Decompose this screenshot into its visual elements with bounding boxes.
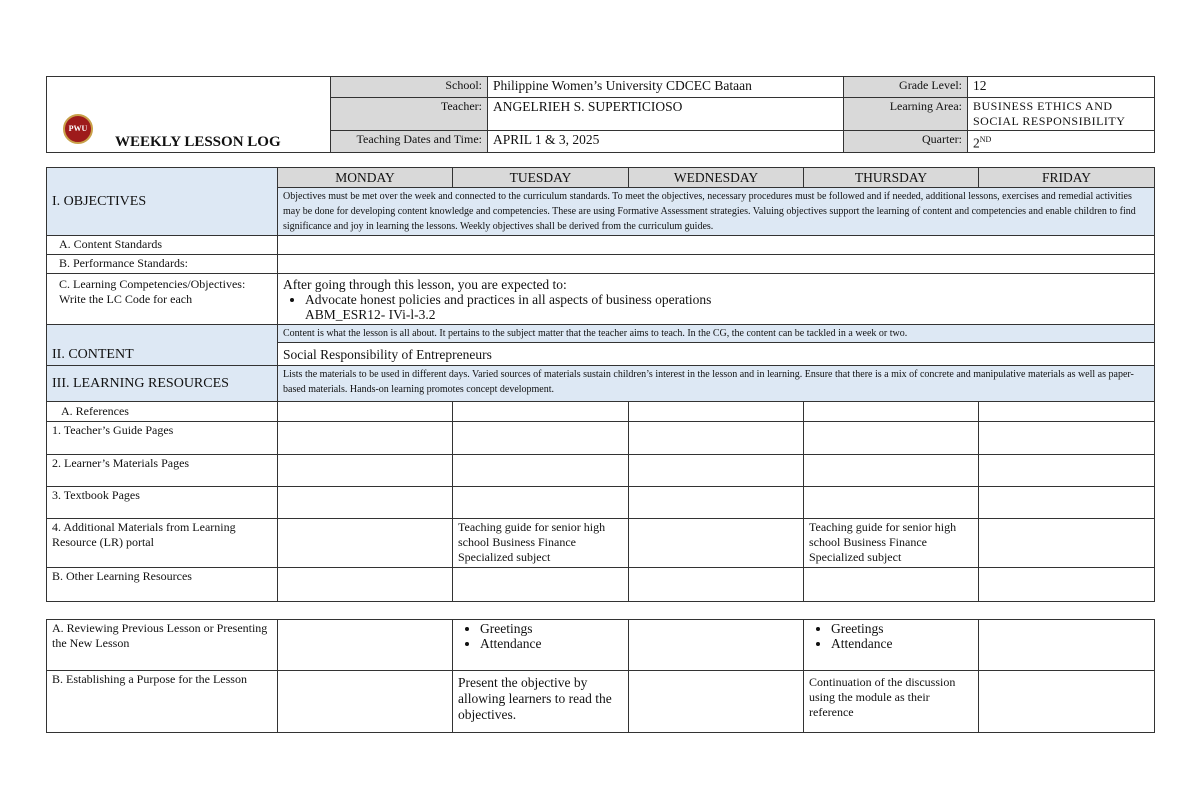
- cell: [629, 620, 804, 671]
- quarter-label: Quarter:: [844, 131, 968, 153]
- cell: [278, 620, 453, 671]
- logo-text: PWU: [68, 124, 88, 133]
- day-friday: FRIDAY: [979, 168, 1155, 188]
- area-value: BUSINESS ETHICS AND SOCIAL RESPONSIBILITY: [968, 98, 1155, 131]
- grade-label: Grade Level:: [844, 77, 968, 98]
- performance-standards-value: [278, 255, 1155, 274]
- cell: [278, 487, 453, 519]
- cell: [804, 455, 979, 487]
- cell: [804, 568, 979, 602]
- competencies-intro: After going through this lesson, you are expected to:: [283, 277, 567, 292]
- list-item: • Greetings: [831, 621, 973, 636]
- cell: [979, 519, 1155, 568]
- other-resources-label: B. Other Learning Resources: [47, 568, 278, 602]
- cell: [979, 422, 1155, 455]
- cell: [629, 568, 804, 602]
- cell: [453, 568, 629, 602]
- cell: [804, 402, 979, 422]
- cell: [629, 422, 804, 455]
- list-item: • Attendance: [831, 636, 973, 651]
- teachers-guide-label: 1. Teacher’s Guide Pages: [47, 422, 278, 455]
- content-standards-label: A. Content Standards: [47, 236, 278, 255]
- objectives-note: Objectives must be met over the week and connected to the curriculum standards. To meet the objectives, necessary procedures must be followed and if needed, additional lessons, exercises and remedial activities may be done for developing content knowledge and competencies. These are using Formative Assessment strategies. Valuing objectives support the learning of content and competencies and enable children to find significance and joy in learning the lessons. Weekly objectives shall be derived from the curriculum guides.: [278, 188, 1155, 236]
- area-label: Learning Area:: [844, 98, 968, 131]
- reviewing-thursday: [804, 620, 979, 671]
- dates-label: Teaching Dates and Time:: [331, 131, 488, 153]
- teacher-value: ANGELRIEH S. SUPERTICIOSO: [488, 98, 844, 131]
- cell: [979, 671, 1155, 733]
- cell: [804, 422, 979, 455]
- title-cell: [47, 77, 331, 153]
- additional-thursday: Teaching guide for senior high school Business Finance Specialized subject: [804, 519, 979, 568]
- day-monday: MONDAY: [278, 168, 453, 188]
- cell: [804, 487, 979, 519]
- content-heading: II. CONTENT: [47, 325, 278, 366]
- school-value: Philippine Women’s University CDCEC Bataan: [488, 77, 844, 98]
- cell: [629, 487, 804, 519]
- school-logo: [63, 114, 93, 144]
- content-standards-value: [278, 236, 1155, 255]
- day-tuesday: TUESDAY: [453, 168, 629, 188]
- header-table: [46, 76, 1155, 153]
- cell: [278, 402, 453, 422]
- lesson-table: [46, 167, 1155, 602]
- content-note: Content is what the lesson is all about. It pertains to the subject matter that the teacher aims to teach. In the CG, the content can be tackled in a week or two.: [278, 325, 1155, 343]
- cell: [629, 519, 804, 568]
- cell: [453, 402, 629, 422]
- cell: [979, 455, 1155, 487]
- reviewing-tuesday: [453, 620, 629, 671]
- quarter-suffix: ND: [979, 135, 992, 144]
- resources-note: Lists the materials to be used in different days. Varied sources of materials sustain children’s interest in the lesson and in learning. Ensure that there is a mix of concrete and manipulative materials as well as paper-based materials. Hands-on learning promotes concept development.: [278, 366, 1155, 402]
- lc-code: ABM_ESR12- IVi-l-3.2: [305, 307, 436, 322]
- competencies-value: [278, 274, 1155, 325]
- cell: [278, 671, 453, 733]
- cell: [629, 455, 804, 487]
- procedures-table: [46, 619, 1155, 733]
- references-label: A. References: [47, 402, 278, 422]
- cell: [629, 402, 804, 422]
- cell: [278, 422, 453, 455]
- grade-value: 12: [968, 77, 1155, 98]
- performance-standards-label: B. Performance Standards:: [47, 255, 278, 274]
- purpose-thursday: Continuation of the discussion using the module as their reference: [804, 671, 979, 733]
- cell: [453, 487, 629, 519]
- quarter-value: [968, 131, 1155, 153]
- competency-item: • Advocate honest policies and practices in all aspects of business operations: [305, 292, 1149, 307]
- resources-heading: III. LEARNING RESOURCES: [47, 366, 278, 402]
- additional-tuesday: Teaching guide for senior high school Business Finance Specialized subject: [453, 519, 629, 568]
- cell: [278, 455, 453, 487]
- content-value: Social Responsibility of Entrepreneurs: [278, 343, 1155, 366]
- objectives-heading: I. OBJECTIVES: [47, 168, 278, 236]
- textbook-label: 3. Textbook Pages: [47, 487, 278, 519]
- day-wednesday: WEDNESDAY: [629, 168, 804, 188]
- competencies-label: C. Learning Competencies/Objectives: Write the LC Code for each: [47, 274, 278, 325]
- purpose-tuesday: Present the objective by allowing learners to read the objectives.: [453, 671, 629, 733]
- cell: [629, 671, 804, 733]
- document-title: WEEKLY LESSON LOG: [115, 133, 281, 150]
- cell: [979, 620, 1155, 671]
- cell: [979, 568, 1155, 602]
- quarter-number: 2: [973, 135, 980, 151]
- cell: [979, 402, 1155, 422]
- cell: [453, 455, 629, 487]
- school-label: School:: [331, 77, 488, 98]
- purpose-label: B. Establishing a Purpose for the Lesson: [47, 671, 278, 733]
- learners-materials-label: 2. Learner’s Materials Pages: [47, 455, 278, 487]
- list-item: • Attendance: [480, 636, 623, 651]
- teacher-label: Teacher:: [331, 98, 488, 131]
- cell: [453, 422, 629, 455]
- dates-value: APRIL 1 & 3, 2025: [488, 131, 844, 153]
- cell: [278, 568, 453, 602]
- additional-materials-label: 4. Additional Materials from Learning Resource (LR) portal: [47, 519, 278, 568]
- list-item: • Greetings: [480, 621, 623, 636]
- reviewing-label: A. Reviewing Previous Lesson or Presenting the New Lesson: [47, 620, 278, 671]
- day-thursday: THURSDAY: [804, 168, 979, 188]
- cell: [979, 487, 1155, 519]
- cell: [278, 519, 453, 568]
